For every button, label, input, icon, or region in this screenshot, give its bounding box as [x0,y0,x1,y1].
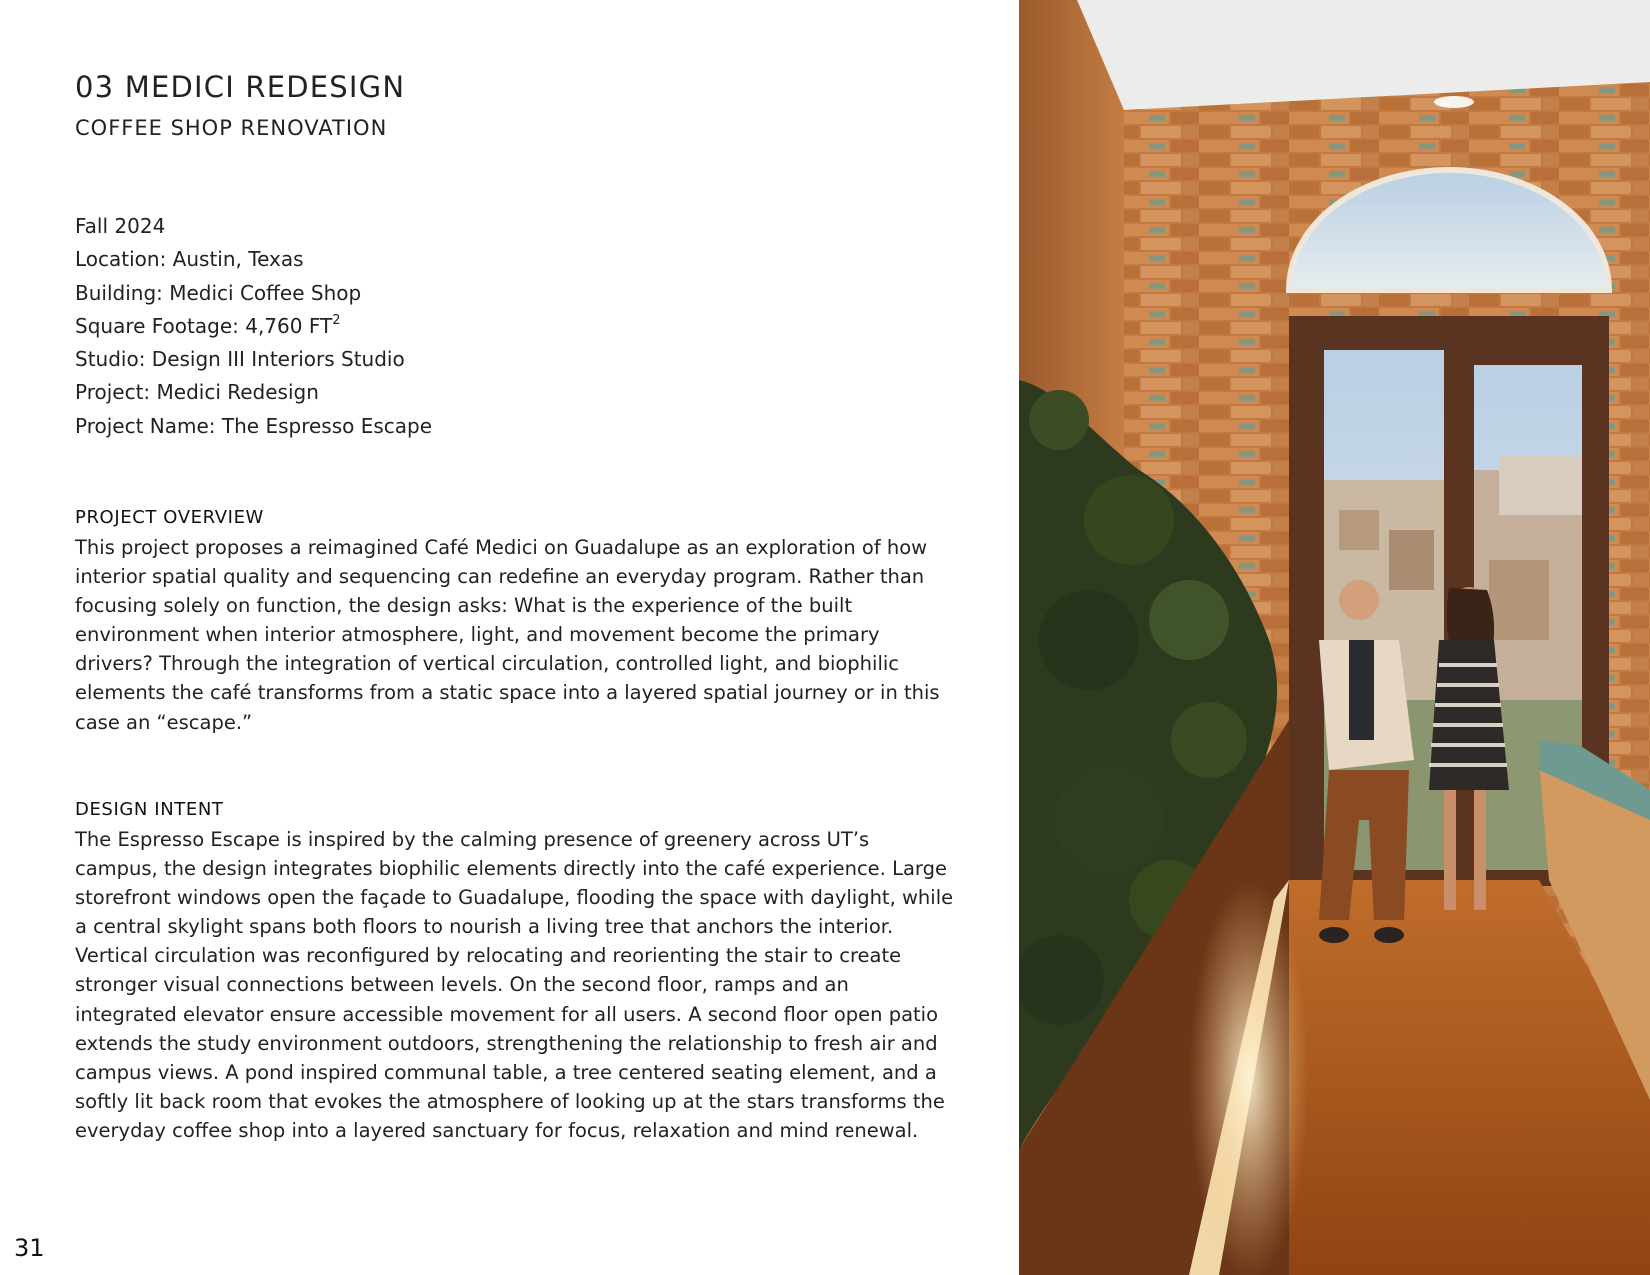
page-number: 31 [14,1234,45,1262]
detail-project: Project: Medici Redesign [75,380,319,405]
detail-building: Building: Medici Coffee Shop [75,280,362,305]
cafe-rendering-image [1019,0,1650,1275]
intent-heading: DESIGN INTENT [75,799,224,820]
detail-term: Fall 2024 [75,214,166,238]
detail-project-name: Project Name: The Espresso Escape [75,413,433,438]
project-title: 03 MEDICI REDESIGN [75,70,406,104]
detail-studio: Studio: Design III Interiors Studio [75,347,405,372]
intent-text: The Espresso Escape is inspired by the calming presence of greenery across UT’s campus, the design integrates biophilic elements directly into the café experience. Large storefront windows open the façade to Guadalupe, flooding the space with daylight, while a central skylight spans both floors to nourish a living tree that anchors the interior. Vertical circulation was reconfigured by relocating and reorienting the stair to create stronger visual connections between levels. On the second floor, ramps and an integrated elevator ensure accessible movement for all users. A second floor open patio extends the study environment outdoors, strengthening the relationship to fresh air and campus views. A pond inspired communal table, a tree centered seating element, and a softly lit back room that evokes the atmosphere of looking up at the stars transforms the everyday coffee shop into a layered sanctuary for focus, relaxation and mind renewal. [75,828,954,1142]
overview-heading: PROJECT OVERVIEW [75,507,264,528]
project-details [75,210,432,443]
project-subtitle: COFFEE SHOP RENOVATION [75,116,388,140]
square-footage-label: Square Footage: 4,760 FT [75,313,333,338]
detail-square-footage [75,310,432,343]
detail-location: Location: Austin, Texas [75,247,304,272]
overview-text: This project proposes a reimagined Café Medici on Guadalupe as an exploration of how interior spatial quality and sequencing can redefine an everyday program. Rather than focusing solely on function, the design asks: What is the experience of the built environment when interior atmosphere, light, and movement become the primary drivers? Through the integration of vertical circulation, controlled light, and biophilic elements the café transforms from a static space into a layered spatial journey or in this case an “escape.” [75,536,940,734]
square-footage-exponent: 2 [332,312,341,328]
